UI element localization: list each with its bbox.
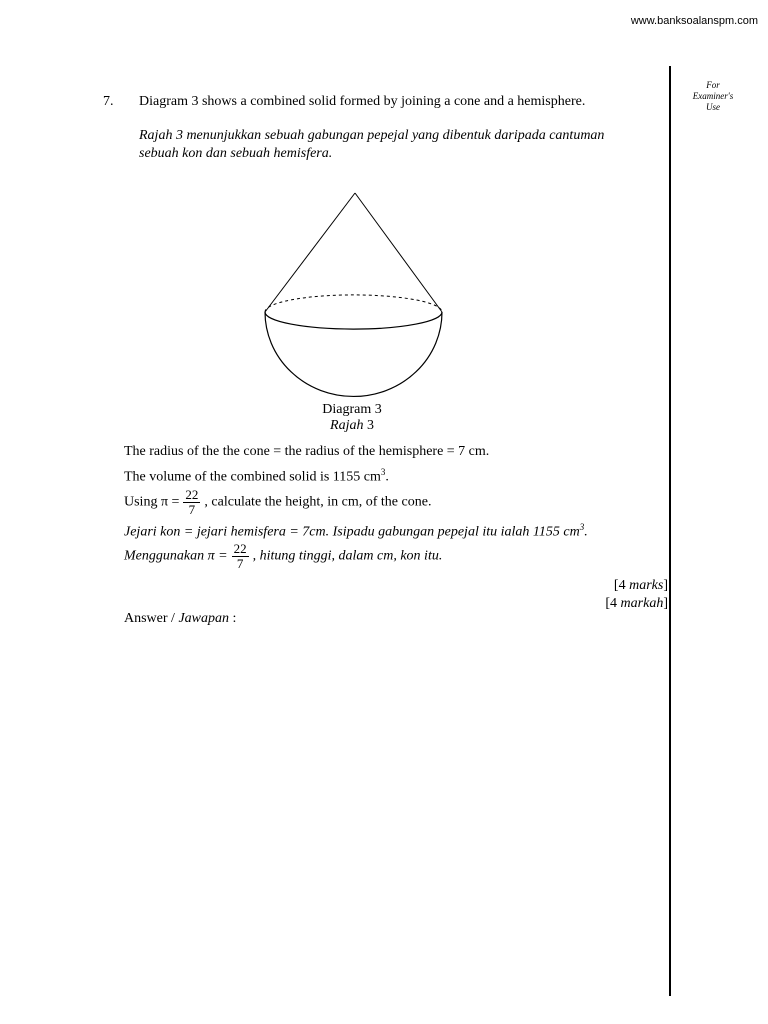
given-using-pi-malay [124,542,442,571]
given-volume [124,467,389,486]
pi-fraction [183,488,200,517]
given-volume-text: The volume of the combined solid is 1155 cm [124,469,381,485]
using-pi-suffix: , calculate the height, in cm, of the cone. [204,494,432,510]
answer-label-colon: : [229,611,237,626]
question-text-english: Diagram 3 shows a combined solid formed by joining a cone and a hemisphere. [139,94,586,109]
given-volume-period: . [385,469,389,485]
cone-hemisphere-diagram [255,185,455,400]
diagram-caption-english: Diagram 3 [322,402,382,417]
malay-statement-period: . [584,524,588,540]
examiner-use-note [682,80,744,113]
malay-using-pi-prefix: Menggunakan π = [124,548,228,564]
marks-english [614,578,668,594]
examiner-margin-rule [669,66,671,996]
question-text-malay-line2: sebuah kon dan sebuah hemisfera. [139,146,333,161]
pi-fraction-malay [232,542,249,571]
marks-malay [605,596,668,612]
marks-en-word: marks [629,578,664,593]
given-using-pi-english [124,488,431,517]
answer-label-malay: Jawapan [178,611,229,626]
marks-ms-word: markah [620,596,664,611]
pi-fraction-numerator: 22 [185,487,199,502]
diagram-caption-malay [300,418,404,434]
marks-ms-close: ] [663,596,668,611]
examiner-note-line3: Use [706,102,720,112]
base-ellipse-hidden-edge [265,295,442,312]
caption-malay-word: Rajah [330,418,364,433]
marks-en-close: ] [663,578,668,593]
malay-statement-text: Jejari kon = jejari hemisfera = 7cm. Isipadu gabungan pepejal itu ialah 1155 cm [124,524,580,540]
malay-statement-exponent: 3 [579,522,585,532]
question-text-malay-line1: Rajah 3 menunjukkan sebuah gabungan pepejal yang dibentuk daripada cantuman [139,128,605,143]
using-pi-prefix: Using π = [124,494,180,510]
answer-label-english: Answer / [124,611,179,626]
examiner-note-line1: For [706,80,720,90]
pi-fraction-malay-denominator: 7 [236,556,244,571]
pi-fraction-malay-numerator: 22 [233,541,247,556]
given-volume-exponent: 3 [380,467,386,477]
answer-label [124,611,236,627]
caption-malay-number: 3 [366,418,374,433]
given-malay-statement [124,522,588,541]
question-text-malay [139,127,664,163]
marks-en-open: [4 [613,578,630,593]
cone-left-edge [265,193,355,312]
given-radius: The radius of the the cone = the radius of the hemisphere = 7 cm. [124,444,490,459]
pi-fraction-denominator: 7 [188,502,196,517]
question-number: 7. [103,94,114,109]
base-ellipse-front-edge [265,312,442,329]
examiner-note-line2: Examiner's [692,91,734,101]
malay-using-pi-suffix: , hitung tinggi, dalam cm, kon itu. [252,548,443,564]
marks-ms-open: [4 [605,596,621,611]
site-url[interactable]: www.banksoalanspm.com [630,15,758,27]
cone-right-edge [355,193,442,312]
